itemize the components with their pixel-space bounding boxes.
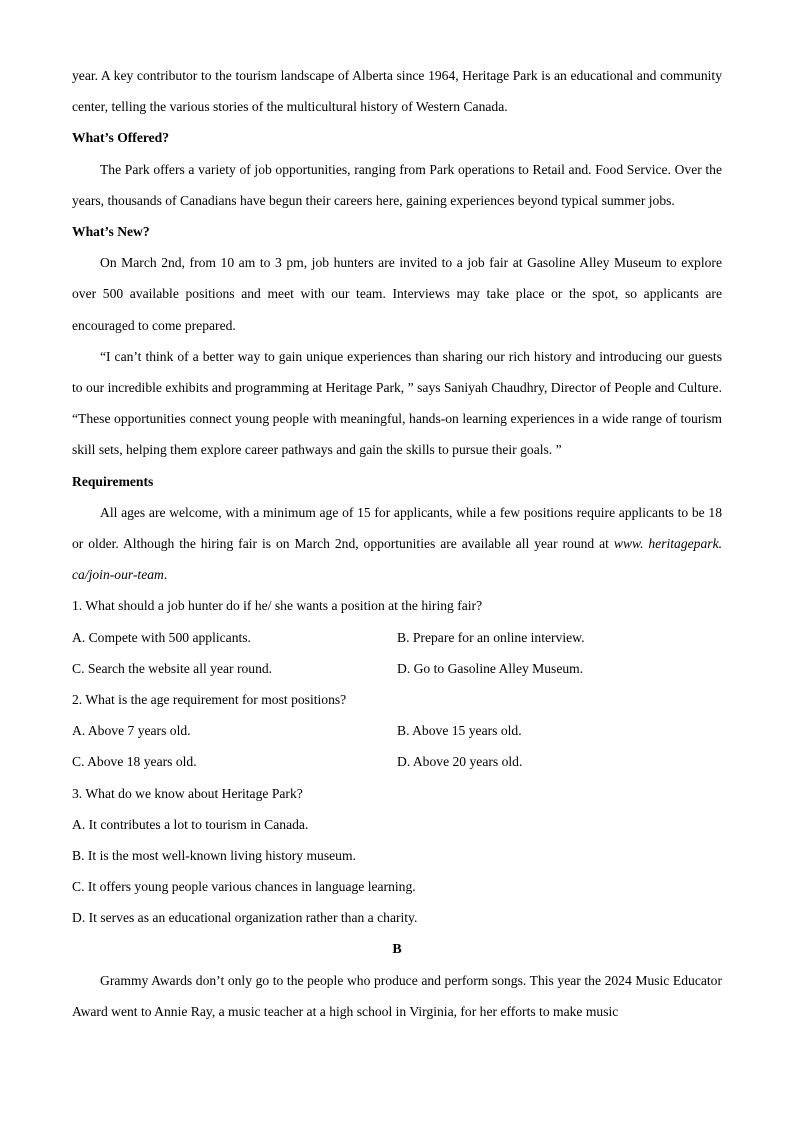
option-1b: B. Prepare for an online interview. (397, 629, 585, 645)
option-2d: D. Above 20 years old. (397, 754, 523, 770)
option-2a: A. Above 7 years old. (72, 723, 191, 739)
question-2: 2. What is the age requirement for most positions? (72, 692, 347, 708)
option-1c: C. Search the website all year round. (72, 660, 273, 676)
requirements-end: . (163, 567, 168, 583)
heading-requirements: Requirements (72, 473, 154, 489)
question-1-options-row-1 (72, 622, 722, 653)
paragraph-requirements (72, 497, 722, 591)
section-label-b: B (392, 941, 402, 957)
option-1d: D. Go to Gasoline Alley Museum. (397, 660, 584, 676)
question-1: 1. What should a job hunter do if he/ she wants a position at the hiring fair? (72, 598, 483, 614)
option-3a: A. It contributes a lot to tourism in Canada. (72, 816, 309, 832)
option-2c: C. Above 18 years old. (72, 754, 197, 770)
intro-paragraph: year. A key contributor to the tourism landscape of Alberta since 1964, Heritage Park is an educational and community center, telling the various stories of the multicultural history of Western Canada. (72, 68, 722, 115)
question-2-options-row-2 (72, 746, 722, 777)
paragraph-b-1: Grammy Awards don’t only go to the people who produce and perform songs. This year the 2024 Music Educator Award went to Annie Ray, a music teacher at a high school in Virginia, for her efforts to make music (72, 972, 722, 1020)
heading-whats-offered: What’s Offered? (72, 130, 170, 146)
document-page (72, 60, 722, 1027)
website-url: www. heritagepark. ca/join-our-team (72, 536, 722, 583)
option-3b: B. It is the most well-known living history museum. (72, 848, 356, 864)
paragraph-new-1: On March 2nd, from 10 am to 3 pm, job hunters are invited to a job fair at Gasoline Alley Museum to explore over 500 available positions and meet with our team. Interviews may take place or the spot, so applicants are encouraged to come prepared. (72, 255, 722, 333)
option-1a: A. Compete with 500 applicants. (72, 629, 251, 645)
question-3: 3. What do we know about Heritage Park? (72, 785, 303, 801)
question-1-options-row-2 (72, 653, 722, 684)
requirements-text: All ages are welcome, with a minimum age of 15 for applicants, while a few positions require applicants to be 18 or older. Although the hiring fair is on March 2nd, opportunities are available all year round at (72, 504, 722, 552)
option-2b: B. Above 15 years old. (397, 723, 522, 739)
paragraph-offered: The Park offers a variety of job opportunities, ranging from Park operations to Retail and. Food Service. Over the years, thousands of Canadians have begun their careers here, gaining experiences beyond typical summer jobs. (72, 161, 722, 208)
option-3c: C. It offers young people various chances in language learning. (72, 879, 416, 895)
option-3d: D. It serves as an educational organization rather than a charity. (72, 910, 418, 926)
paragraph-new-2: “I can’t think of a better way to gain unique experiences than sharing our rich history and introducing our guests to our incredible exhibits and programming at Heritage Park, ” says Saniyah Chaudhry, Director of People and Culture. “These opportunities connect young people with meaningful, hands-on learning experiences in a wide range of tourism skill sets, helping them explore career pathways and gain the skills to pursue their goals. ” (72, 348, 722, 458)
question-2-options-row-1 (72, 715, 722, 746)
heading-whats-new: What’s New? (72, 224, 150, 240)
